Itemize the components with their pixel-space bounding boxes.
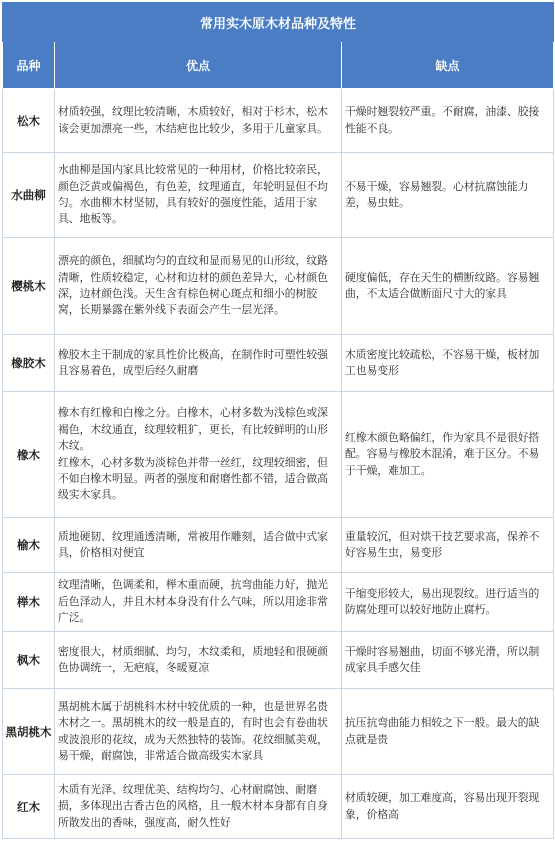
wood-pros: 橡胶木主干制成的家具性价比极高，在制作时可塑性较强且容易着色，成型后经久耐磨 — [55, 335, 342, 392]
wood-cons: 重量较沉，但对烘干技艺要求高，保养不好容易生虫，易变形 — [342, 518, 554, 573]
wood-pros: 纹理清晰，色调柔和，榉木重而硬，抗弯曲能力好，抛光后色泽动人，并且木材本身没有什么气味，所以用途非常广泛。 — [55, 573, 342, 632]
wood-name: 榆木 — [3, 518, 55, 573]
wood-name: 红木 — [3, 775, 55, 839]
wood-name: 松木 — [3, 89, 55, 153]
header-name: 品种 — [3, 42, 55, 89]
wood-pros: 红橡木，心材多数为淡棕色并带一丝红，纹理较细密，但不如白橡木明显。两者的强度和耐磨性都不错，适合做高级实木家具。 — [58, 455, 328, 502]
wood-table-container — [2, 2, 553, 839]
wood-cons: 木质密度比较疏松，不容易干燥，板材加工也易变形 — [342, 335, 554, 392]
wood-pros: 材质较强，纹理比较清晰，木质较好，相对于杉木，松木该会更加漂亮一些，木结疤也比较少，多用于儿童家具。 — [55, 89, 342, 153]
table-row — [3, 89, 554, 153]
table-row — [3, 518, 554, 573]
wood-pros: 水曲柳是国内家具比较常见的一种用材，价格比较亲民，颜色泛黄或偏褐色，有色差，纹理通直，年轮明显但不均匀。水曲柳木材坚韧，具有较好的强度性能，适用于家具、地板等。 — [55, 153, 342, 238]
wood-name: 水曲柳 — [3, 153, 55, 238]
wood-cons: 材质较硬，加工难度高，容易出现开裂现象，价格高 — [342, 775, 554, 839]
wood-pros: 黑胡桃木属于胡桃科木材中较优质的一种，也是世界名贵木材之一。黑胡桃木的纹一般是直的，有时也会有卷曲状或波浪形的花纹，成为天然独特的装饰。花纹细腻美观，易干燥，耐腐蚀，非常适合做高级实木家具 — [55, 689, 342, 775]
wood-cons: 干燥时容易翘曲，切面不够光滑，所以制成家具手感欠佳 — [342, 632, 554, 689]
wood-name: 橡胶木 — [3, 335, 55, 392]
wood-cons: 干燥时翘裂较严重。不耐腐，油漆、胶接性能不良。 — [342, 89, 554, 153]
wood-name: 橡木 — [3, 392, 55, 518]
wood-cons: 硬度偏低，存在天生的横断纹路。容易翘曲，不太适合做断面尺寸大的家具 — [342, 238, 554, 335]
wood-name: 枫木 — [3, 632, 55, 689]
wood-pros: 密度很大，材质细腻、均匀，木纹柔和，质地轻和很硬颜色协调统一，无疤痕，冬暖夏凉 — [55, 632, 342, 689]
table-row — [3, 392, 554, 518]
table-row — [3, 775, 554, 839]
wood-cons: 不易干燥，容易翘裂。心材抗腐蚀能力差，易虫蛀。 — [342, 153, 554, 238]
table-row — [3, 335, 554, 392]
table-row — [3, 153, 554, 238]
wood-name: 榉木 — [3, 573, 55, 632]
table-title: 常用实木原木材品种及特性 — [3, 3, 554, 42]
header-pros: 优点 — [55, 42, 342, 89]
wood-cons: 红橡木颜色略偏红，作为家具不是很好搭配。容易与橡胶木混淆，难于区分。不易于干燥，难加工。 — [342, 392, 554, 518]
wood-pros: 质地硬韧、纹理通透清晰，常被用作雕刻，适合做中式家具，价格相对便宜 — [55, 518, 342, 573]
wood-cons: 抗压抗弯曲能力相较之下一般。最大的缺点就是贵 — [342, 689, 554, 775]
header-cons: 缺点 — [342, 42, 554, 89]
wood-pros-cell — [55, 392, 342, 518]
wood-pros: 橡木有红橡和白橡之分。白橡木，心材多数为浅棕色或深褐色，木纹通直，纹理较粗犷，更长，有比较鲜明的山形木纹。 — [58, 406, 328, 453]
table-row — [3, 573, 554, 632]
wood-cons: 干缩变形较大，易出现裂纹。进行适当的防腐处理可以较好地防止腐朽。 — [342, 573, 554, 632]
header-row — [3, 42, 554, 89]
table-row — [3, 689, 554, 775]
wood-name: 黑胡桃木 — [3, 689, 55, 775]
wood-pros: 木质有光泽、纹理优美、结构均匀、心材耐腐蚀、耐磨损，多体现出古香古色的风格，且一般木材本身都有自身所散发出的香味，强度高，耐久性好 — [55, 775, 342, 839]
wood-species-table — [2, 2, 554, 839]
table-row — [3, 238, 554, 335]
wood-name: 樱桃木 — [3, 238, 55, 335]
table-row — [3, 632, 554, 689]
wood-pros: 漂亮的颜色，细腻均匀的直纹和显而易见的山形纹，纹路清晰，性质较稳定，心材和边材的颜色差异大，心材颜色深，边材颜色浅。天生含有棕色树心斑点和细小的树胶窝，长期暴露在紫外线下表面会产生一层光泽。 — [55, 238, 342, 335]
